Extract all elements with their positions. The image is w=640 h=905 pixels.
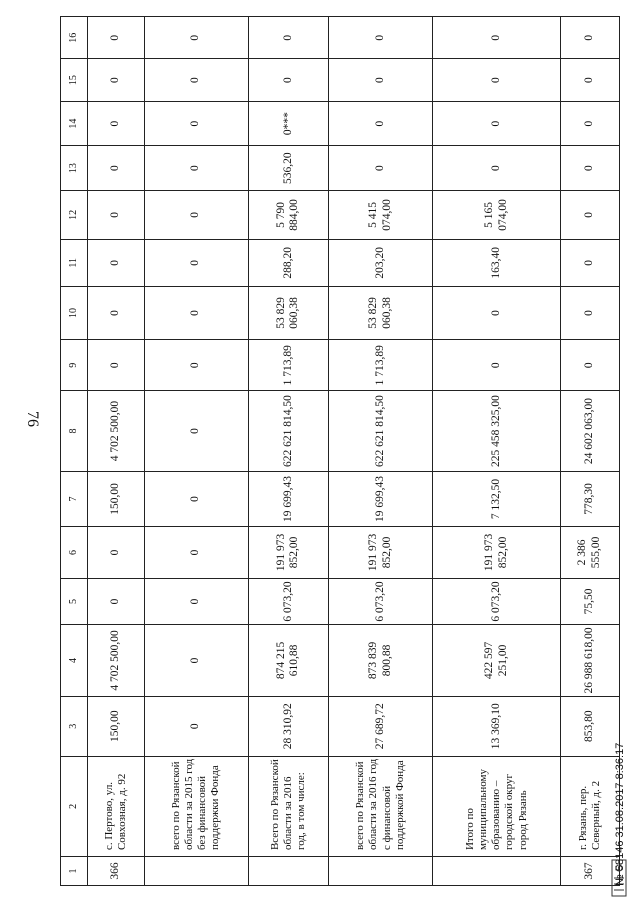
column-number-cell: 8 bbox=[61, 391, 88, 471]
value-cell: 0 bbox=[329, 146, 433, 191]
value-cell: 0 bbox=[561, 340, 620, 391]
value-cell: 0 bbox=[248, 59, 328, 101]
value-cell: 0 bbox=[144, 17, 248, 59]
value-cell: 0 bbox=[329, 17, 433, 59]
value-cell: 0 bbox=[144, 59, 248, 101]
value-cell: 150,00 bbox=[88, 696, 145, 756]
value-cell: 53 829 060,38 bbox=[329, 286, 433, 339]
value-cell: 0 bbox=[88, 59, 145, 101]
value-cell: 0 bbox=[561, 286, 620, 339]
row-label-cell: всего по Рязанской области за 2015 год без финансовой поддержки Фонда bbox=[144, 756, 248, 856]
value-cell: 6 073,20 bbox=[248, 578, 328, 625]
value-cell: 0 bbox=[329, 59, 433, 101]
value-cell: 5 415 074,00 bbox=[329, 190, 433, 239]
value-cell: 163,40 bbox=[433, 239, 561, 286]
row-index-cell bbox=[433, 857, 561, 886]
value-cell: 0 bbox=[433, 146, 561, 191]
table-row bbox=[88, 17, 145, 886]
row-label-cell: Всего по Рязанской области за 2016 год, в том числе: bbox=[248, 756, 328, 856]
value-cell: 191 973 852,00 bbox=[433, 527, 561, 578]
value-cell: 853,80 bbox=[561, 696, 620, 756]
table-row bbox=[433, 17, 561, 886]
value-cell: 191 973 852,00 bbox=[248, 527, 328, 578]
value-cell: 778,30 bbox=[561, 471, 620, 527]
row-index-cell bbox=[144, 857, 248, 886]
value-cell: 0*** bbox=[248, 101, 328, 146]
value-cell: 27 689,72 bbox=[329, 696, 433, 756]
column-number-cell: 1 bbox=[61, 857, 88, 886]
value-cell: 19 699,43 bbox=[329, 471, 433, 527]
row-label-cell: Итого по муниципальному образованию – городской округ город Рязань bbox=[433, 756, 561, 856]
column-number-cell: 6 bbox=[61, 527, 88, 578]
table-row bbox=[144, 17, 248, 886]
row-label-cell: всего по Рязанской области за 2016 год с финансовой поддержкой Фонда bbox=[329, 756, 433, 856]
value-cell: 1 713,89 bbox=[248, 340, 328, 391]
value-cell: 1 713,89 bbox=[329, 340, 433, 391]
value-cell: 0 bbox=[433, 286, 561, 339]
value-cell: 0 bbox=[88, 190, 145, 239]
value-cell: 0 bbox=[88, 578, 145, 625]
value-cell: 0 bbox=[144, 625, 248, 696]
value-cell: 0 bbox=[561, 239, 620, 286]
column-number-cell: 16 bbox=[61, 17, 88, 59]
value-cell: 0 bbox=[561, 101, 620, 146]
value-cell: 6 073,20 bbox=[433, 578, 561, 625]
document-stamp bbox=[604, 600, 634, 900]
value-cell: 288,20 bbox=[248, 239, 328, 286]
value-cell: 0 bbox=[144, 527, 248, 578]
column-number-cell: 13 bbox=[61, 146, 88, 191]
table-row bbox=[248, 17, 328, 886]
value-cell: 0 bbox=[144, 146, 248, 191]
column-number-cell: 10 bbox=[61, 286, 88, 339]
value-cell: 225 458 325,00 bbox=[433, 391, 561, 471]
value-cell: 0 bbox=[433, 59, 561, 101]
value-cell: 5 165 074,00 bbox=[433, 190, 561, 239]
value-cell: 0 bbox=[144, 391, 248, 471]
column-number-cell: 9 bbox=[61, 340, 88, 391]
column-number-cell: 2 bbox=[61, 756, 88, 856]
value-cell: 203,20 bbox=[329, 239, 433, 286]
value-cell: 0 bbox=[88, 101, 145, 146]
value-cell: 0 bbox=[144, 696, 248, 756]
value-cell: 0 bbox=[144, 578, 248, 625]
column-number-cell: 3 bbox=[61, 696, 88, 756]
value-cell: 0 bbox=[433, 340, 561, 391]
stamp-text: № 58146 31.08.2017 8:36:17 bbox=[614, 742, 626, 886]
value-cell: 0 bbox=[329, 101, 433, 146]
rotated-table-wrapper bbox=[60, 16, 620, 886]
row-label-cell: с. Пертово, ул. Совхозная, д. 92 bbox=[88, 756, 145, 856]
column-number-cell: 12 bbox=[61, 190, 88, 239]
value-cell: 0 bbox=[433, 17, 561, 59]
housing-data-table bbox=[60, 16, 620, 886]
value-cell: 0 bbox=[144, 340, 248, 391]
value-cell: 4 702 500,00 bbox=[88, 391, 145, 471]
value-cell: 150,00 bbox=[88, 471, 145, 527]
value-cell: 0 bbox=[144, 190, 248, 239]
value-cell: 873 839 800,88 bbox=[329, 625, 433, 696]
value-cell: 0 bbox=[561, 146, 620, 191]
value-cell: 24 602 063,00 bbox=[561, 391, 620, 471]
value-cell: 0 bbox=[144, 286, 248, 339]
value-cell: 53 829 060,38 bbox=[248, 286, 328, 339]
row-index-cell bbox=[248, 857, 328, 886]
value-cell: 0 bbox=[561, 190, 620, 239]
value-cell: 422 597 251,00 bbox=[433, 625, 561, 696]
value-cell: 536,20 bbox=[248, 146, 328, 191]
value-cell: 5 790 884,00 bbox=[248, 190, 328, 239]
row-label-cell: г. Рязань, пер. Северный, д. 2 bbox=[561, 756, 620, 856]
table-row bbox=[329, 17, 433, 886]
value-cell: 874 215 610,88 bbox=[248, 625, 328, 696]
value-cell: 191 973 852,00 bbox=[329, 527, 433, 578]
value-cell: 622 621 814,50 bbox=[329, 391, 433, 471]
value-cell: 0 bbox=[144, 471, 248, 527]
value-cell: 0 bbox=[88, 286, 145, 339]
value-cell: 2 386 555,00 bbox=[561, 527, 620, 578]
row-index-cell: 367 bbox=[561, 857, 620, 886]
value-cell: 0 bbox=[248, 17, 328, 59]
value-cell: 26 988 618,00 bbox=[561, 625, 620, 696]
value-cell: 75,50 bbox=[561, 578, 620, 625]
value-cell: 28 310,92 bbox=[248, 696, 328, 756]
value-cell: 0 bbox=[88, 239, 145, 286]
column-number-cell: 11 bbox=[61, 239, 88, 286]
row-index-cell: 366 bbox=[88, 857, 145, 886]
header-row bbox=[61, 17, 88, 886]
column-number-cell: 14 bbox=[61, 101, 88, 146]
value-cell: 0 bbox=[144, 101, 248, 146]
value-cell: 0 bbox=[88, 527, 145, 578]
value-cell: 0 bbox=[561, 17, 620, 59]
value-cell: 7 132,50 bbox=[433, 471, 561, 527]
value-cell: 0 bbox=[88, 340, 145, 391]
value-cell: 0 bbox=[433, 101, 561, 146]
value-cell: 0 bbox=[561, 59, 620, 101]
value-cell: 6 073,20 bbox=[329, 578, 433, 625]
column-number-cell: 5 bbox=[61, 578, 88, 625]
page-number: 76 bbox=[24, 411, 41, 427]
value-cell: 622 621 814,50 bbox=[248, 391, 328, 471]
value-cell: 0 bbox=[88, 146, 145, 191]
column-number-cell: 4 bbox=[61, 625, 88, 696]
value-cell: 0 bbox=[144, 239, 248, 286]
value-cell: 0 bbox=[88, 17, 145, 59]
column-number-cell: 15 bbox=[61, 59, 88, 101]
value-cell: 4 702 500,00 bbox=[88, 625, 145, 696]
value-cell: 19 699,43 bbox=[248, 471, 328, 527]
column-number-cell: 7 bbox=[61, 471, 88, 527]
value-cell: 13 369,10 bbox=[433, 696, 561, 756]
row-index-cell bbox=[329, 857, 433, 886]
